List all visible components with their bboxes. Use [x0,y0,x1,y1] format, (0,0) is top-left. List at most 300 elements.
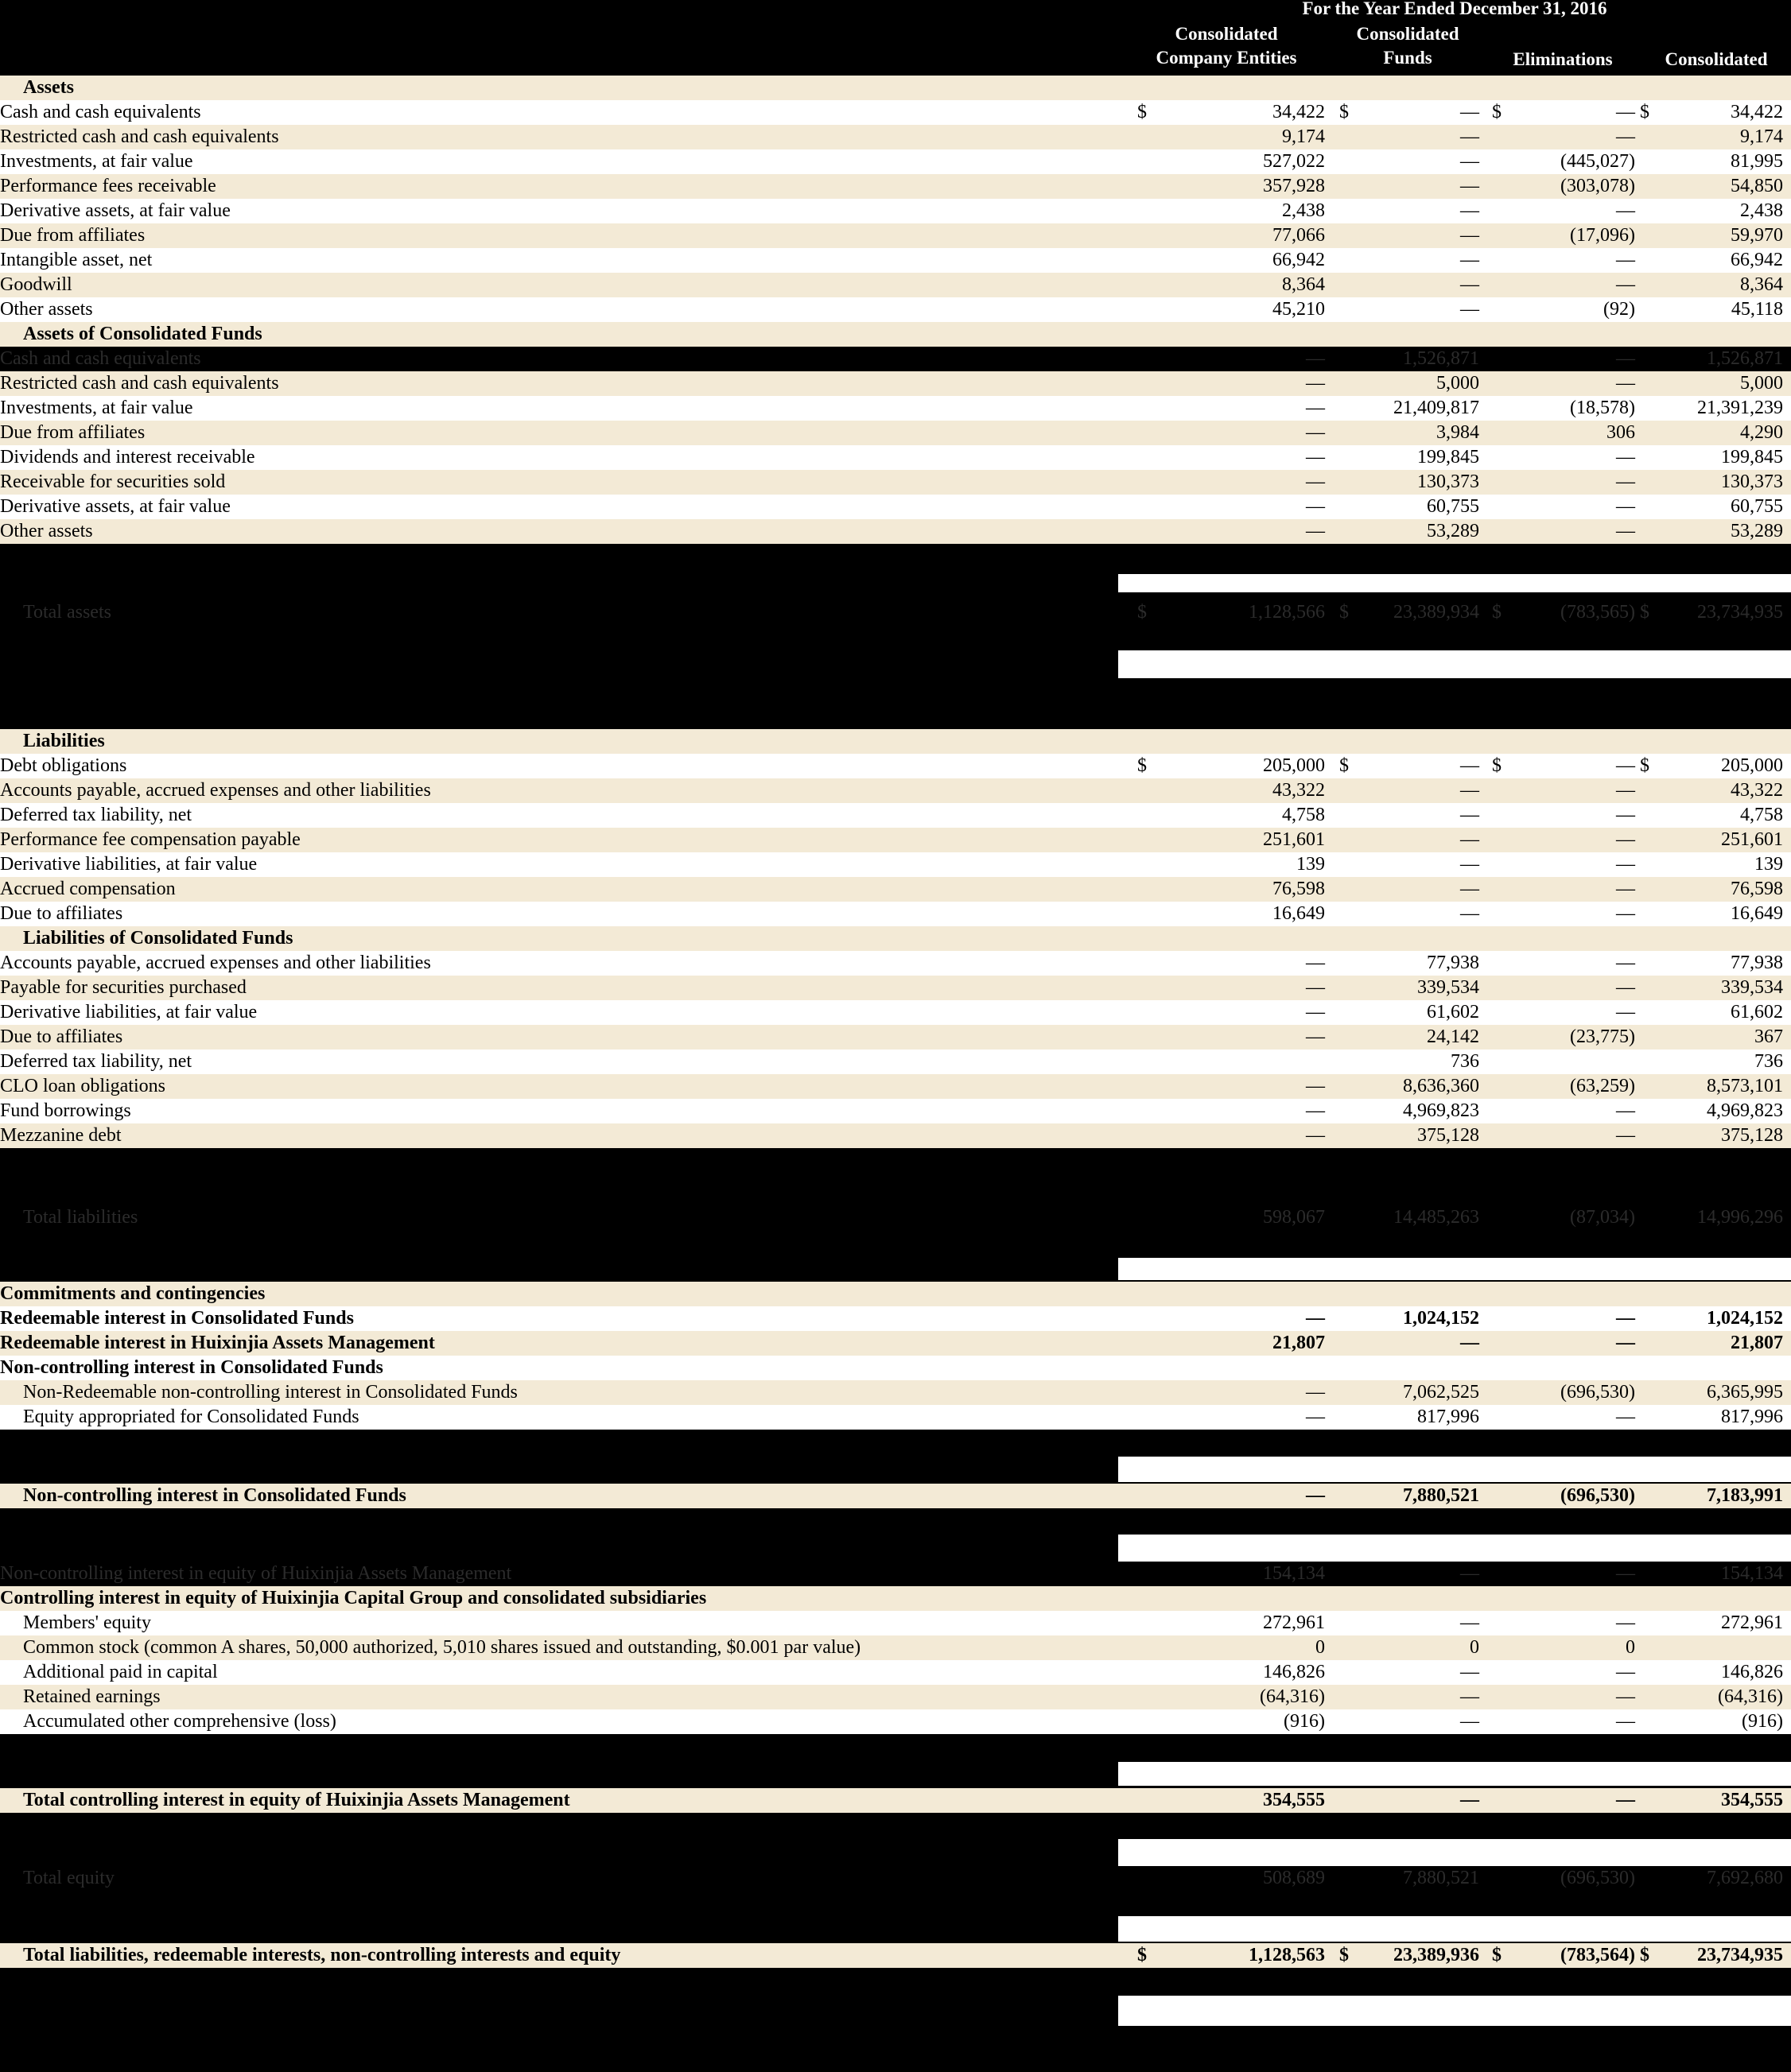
value-company: 598,067 [1263,1207,1325,1228]
value-company: — [1306,977,1325,998]
value-eliminations: — [1616,1407,1635,1427]
value-company: — [1306,348,1325,369]
table-row [0,495,1791,519]
value-eliminations: — [1616,977,1635,998]
value-company: 43,322 [1272,780,1325,801]
value-eliminations: — [1616,274,1635,295]
row-label: Deferred tax liability, net [0,805,192,825]
value-eliminations: — [1616,1662,1635,1682]
value-eliminations: — [1616,1711,1635,1732]
table-row [0,1074,1791,1099]
currency-symbol: $ [1137,102,1147,122]
value-consolidated: 61,602 [1731,1002,1783,1022]
value-funds: 60,755 [1427,496,1479,517]
table-row [0,223,1791,248]
value-company: 354,555 [1263,1790,1325,1810]
table-row [0,396,1791,421]
value-eliminations: (783,565) [1560,602,1635,623]
table-row [0,125,1791,149]
assets-title [0,76,1791,100]
table-row [0,754,1791,778]
row-label: Cash and cash equivalents [0,348,201,369]
value-consolidated: 34,422 [1731,102,1783,122]
value-consolidated: 60,755 [1731,496,1783,517]
table-row [0,1660,1791,1685]
value-funds: — [1460,829,1479,850]
value-funds: — [1460,1662,1479,1682]
value-funds: — [1460,1790,1479,1810]
table-row [0,1050,1791,1074]
value-company: 2,438 [1282,200,1325,221]
value-consolidated: 23,734,935 [1697,602,1783,623]
row-label: Due from affiliates [0,225,146,246]
row-label: Performance fees receivable [0,176,216,196]
currency-symbol: $ [1339,1945,1349,1965]
value-eliminations: — [1616,805,1635,825]
value-funds: — [1460,200,1479,221]
value-funds: 339,534 [1417,977,1479,998]
row-label: Dividends and interest receivable [0,447,255,468]
value-consolidated: 736 [1754,1051,1783,1072]
value-eliminations: — [1616,1100,1635,1121]
value-consolidated: 130,373 [1721,471,1783,492]
value-consolidated: 23,734,935 [1697,1945,1783,1965]
table-row [0,1123,1791,1148]
nci-total [0,1484,1791,1508]
commitments [0,1282,1791,1306]
row-label: Assets [23,77,74,98]
value-eliminations: (783,564) [1560,1945,1635,1965]
period-header: For the Year Ended December 31, 2016 [1302,0,1607,18]
table-row [0,951,1791,976]
table-row [0,1611,1791,1635]
value-consolidated: (916) [1742,1711,1783,1732]
table-row [0,803,1791,828]
value-eliminations: — [1616,496,1635,517]
separator-bar [1118,2015,1791,2026]
row-label: Redeemable interest in Consolidated Funds [0,1308,354,1329]
value-funds: 14,485,263 [1393,1207,1479,1228]
value-eliminations: — [1616,471,1635,492]
table-row [0,199,1791,223]
value-consolidated: 8,364 [1740,274,1783,295]
value-company: — [1306,1125,1325,1146]
value-eliminations: — [1616,1125,1635,1146]
table-row [0,1709,1791,1734]
table-row [0,297,1791,322]
value-funds: 7,062,525 [1403,1382,1479,1403]
col-header-company-l2: Company Entities [1156,48,1297,68]
row-label: Mezzanine debt [0,1125,122,1146]
row-label: Total controlling interest in equity of Huixinjia Assets Management [23,1790,570,1810]
row-label: Liabilities [23,731,105,751]
currency-symbol: $ [1339,755,1349,776]
value-eliminations [1495,1050,1635,1074]
value-funds: — [1460,854,1479,875]
value-company: 154,134 [1263,1563,1325,1584]
value-company: 9,174 [1282,126,1325,147]
table-row [0,852,1791,877]
row-label: Additional paid in capital [23,1662,218,1682]
value-company: — [1306,521,1325,541]
total-equity [0,1866,1791,1891]
value-consolidated: 43,322 [1731,780,1783,801]
row-label: Fund borrowings [0,1100,131,1121]
value-company: — [1306,373,1325,394]
value-funds: 7,880,521 [1403,1485,1479,1506]
table-row [0,1099,1791,1123]
currency-symbol: $ [1492,602,1502,623]
currency-symbol: $ [1137,602,1147,623]
row-label: CLO loan obligations [0,1076,165,1096]
total-liabilities [0,1205,1791,1230]
value-consolidated: 21,807 [1731,1333,1783,1353]
row-label: Non-controlling interest in equity of Huixinjia Assets Management [0,1563,512,1584]
value-consolidated: 59,970 [1731,225,1783,246]
table-row [0,149,1791,174]
value-eliminations: (303,078) [1560,176,1635,196]
col-header-consolidated: Consolidated [1665,49,1768,69]
currency-symbol: $ [1339,102,1349,122]
value-eliminations: (18,578) [1570,398,1635,418]
total-assets [0,600,1791,625]
value-eliminations: — [1616,250,1635,270]
table-row [0,248,1791,273]
value-funds: — [1460,176,1479,196]
value-company: 16,649 [1272,903,1325,924]
value-funds: 24,142 [1427,1026,1479,1047]
value-consolidated: 6,365,995 [1707,1382,1783,1403]
value-funds: 77,938 [1427,953,1479,973]
value-eliminations: — [1616,1308,1635,1329]
row-label: Receivable for securities sold [0,471,226,492]
table-row [0,174,1791,199]
value-consolidated: 354,555 [1721,1790,1783,1810]
row-label: Accrued compensation [0,879,176,899]
table-row [0,778,1791,803]
separator-bar [1118,1258,1791,1280]
value-company: 66,942 [1272,250,1325,270]
value-company: 1,128,563 [1249,1945,1325,1965]
value-eliminations: — [1616,348,1635,369]
row-label: Performance fee compensation payable [0,829,301,850]
value-consolidated: 76,598 [1731,879,1783,899]
liabilities-funds-title [0,926,1791,951]
row-label: Redeemable interest in Huixinjia Assets Management [0,1333,435,1353]
table-row [0,1000,1791,1025]
value-funds: — [1460,1333,1479,1353]
table-row [0,1380,1791,1405]
separator-bar [1118,650,1791,678]
value-consolidated: 146,826 [1721,1662,1783,1682]
row-label: Restricted cash and cash equivalents [0,373,279,394]
value-consolidated [1638,1635,1783,1660]
value-eliminations: — [1616,780,1635,801]
value-funds: — [1460,780,1479,801]
value-eliminations: — [1616,1563,1635,1584]
value-consolidated: 154,134 [1721,1563,1783,1584]
value-funds: 0 [1470,1637,1479,1658]
value-company: 8,364 [1282,274,1325,295]
value-eliminations: — [1616,102,1635,122]
value-eliminations: — [1616,903,1635,924]
row-label: Derivative assets, at fair value [0,496,231,517]
value-funds: — [1460,274,1479,295]
row-label: Due to affiliates [0,903,123,924]
currency-symbol: $ [1640,1945,1649,1965]
currency-symbol: $ [1492,1945,1502,1965]
col-header-company [1118,22,1335,70]
currency-symbol: $ [1137,755,1147,776]
value-consolidated: 139 [1754,854,1783,875]
value-company: 527,022 [1263,151,1325,172]
value-eliminations: 0 [1626,1637,1635,1658]
value-eliminations: — [1616,126,1635,147]
row-label: Derivative liabilities, at fair value [0,1002,258,1022]
value-consolidated: 66,942 [1731,250,1783,270]
value-consolidated: 9,174 [1740,126,1783,147]
value-funds: — [1460,225,1479,246]
value-funds: — [1460,102,1479,122]
value-consolidated: 7,183,991 [1707,1485,1783,1506]
row-label: Controlling interest in equity of Huixinjia Capital Group and consolidated subsidiaries [0,1588,707,1608]
value-company: — [1306,1485,1325,1506]
value-funds: 375,128 [1417,1125,1479,1146]
table-row [0,1685,1791,1709]
currency-symbol: $ [1492,102,1502,122]
value-consolidated: 16,649 [1731,903,1783,924]
separator-bar [1118,574,1791,592]
value-consolidated: 8,573,101 [1707,1076,1783,1096]
row-label: Equity appropriated for Consolidated Funds [23,1407,359,1427]
value-eliminations: (63,259) [1570,1076,1635,1096]
value-funds: 736 [1451,1051,1479,1072]
table-row [0,828,1791,852]
table-row [0,421,1791,445]
liabilities-title [0,729,1791,754]
row-label: Non-controlling interest in Consolidated Funds [23,1485,406,1506]
value-funds: — [1460,299,1479,320]
value-consolidated: (64,316) [1718,1686,1783,1707]
value-funds: 1,526,871 [1403,348,1479,369]
value-consolidated: 53,289 [1731,521,1783,541]
value-consolidated: 817,996 [1721,1407,1783,1427]
value-funds: 5,000 [1436,373,1479,394]
value-company: 272,961 [1263,1612,1325,1633]
value-company: — [1306,422,1325,443]
value-consolidated: 4,758 [1740,805,1783,825]
row-label: Accumulated other comprehensive (loss) [23,1711,336,1732]
value-consolidated: 367 [1754,1026,1783,1047]
value-consolidated: 199,845 [1721,447,1783,468]
value-eliminations: — [1616,1612,1635,1633]
value-company: 251,601 [1263,829,1325,850]
row-label: Accounts payable, accrued expenses and other liabilities [0,953,431,973]
col-header-funds [1336,22,1479,70]
row-label: Members' equity [23,1612,151,1633]
value-funds: — [1460,755,1479,776]
value-funds: — [1460,1711,1479,1732]
value-company: — [1306,471,1325,492]
value-consolidated: 339,534 [1721,977,1783,998]
value-funds: — [1460,126,1479,147]
separator-bar [1118,1457,1791,1482]
row-label: Non-Redeemable non-controlling interest in Consolidated Funds [23,1382,518,1403]
value-eliminations: 306 [1606,422,1635,443]
table-row [0,445,1791,470]
row-label: Total liabilities, redeemable interests, non-controlling interests and equity [23,1945,621,1965]
table-row [0,470,1791,495]
row-label: Commitments and contingencies [0,1283,266,1304]
col-header-funds-l2: Funds [1383,48,1432,68]
separator-bar [1118,1762,1791,1786]
value-funds: — [1460,151,1479,172]
value-funds: 53,289 [1427,521,1479,541]
row-label: Accounts payable, accrued expenses and other liabilities [0,780,431,801]
value-consolidated: 375,128 [1721,1125,1783,1146]
value-eliminations: — [1616,1790,1635,1810]
value-consolidated: 1,024,152 [1707,1308,1783,1329]
value-consolidated: 7,692,680 [1707,1868,1783,1888]
value-eliminations: — [1616,373,1635,394]
value-eliminations: — [1616,1002,1635,1022]
value-company: — [1306,1407,1325,1427]
table-row [0,100,1791,125]
row-label: Non-controlling interest in Consolidated Funds [0,1357,383,1378]
table-row [0,371,1791,396]
value-eliminations: (445,027) [1560,151,1635,172]
value-company: — [1306,1002,1325,1022]
row-label: Derivative liabilities, at fair value [0,854,258,875]
value-company: 45,210 [1272,299,1325,320]
value-funds: — [1460,879,1479,899]
table-row [0,519,1791,544]
value-funds: 1,024,152 [1403,1308,1479,1329]
value-company: — [1306,496,1325,517]
value-company: 4,758 [1282,805,1325,825]
grand-total [0,1943,1791,1968]
separator-bar [1118,1535,1791,1562]
controlling-total [0,1788,1791,1813]
value-eliminations: (23,775) [1570,1026,1635,1047]
value-company [1074,1050,1325,1074]
value-company: 21,807 [1272,1333,1325,1353]
value-funds: — [1460,1563,1479,1584]
value-eliminations: (696,530) [1560,1382,1635,1403]
value-company: — [1306,1026,1325,1047]
value-funds: 23,389,934 [1393,602,1479,623]
value-company: 0 [1315,1637,1325,1658]
value-consolidated: 1,526,871 [1707,348,1783,369]
value-consolidated: 205,000 [1721,755,1783,776]
row-label: Investments, at fair value [0,398,193,418]
row-label: Assets of Consolidated Funds [23,324,262,344]
value-funds: 61,602 [1427,1002,1479,1022]
table-row [0,1025,1791,1050]
value-company: — [1306,1308,1325,1329]
value-company: 1,128,566 [1249,602,1325,623]
row-label: Debt obligations [0,755,127,776]
value-funds: 199,845 [1417,447,1479,468]
value-funds: — [1460,1612,1479,1633]
value-eliminations: — [1616,521,1635,541]
value-company: 139 [1296,854,1325,875]
value-eliminations: — [1616,829,1635,850]
value-company: — [1306,398,1325,418]
row-label: Liabilities of Consolidated Funds [23,928,293,949]
table-row [0,1562,1791,1586]
value-consolidated: 251,601 [1721,829,1783,850]
value-consolidated: 5,000 [1740,373,1783,394]
row-label: Intangible asset, net [0,250,153,270]
value-eliminations: (696,530) [1560,1868,1635,1888]
value-eliminations: — [1616,953,1635,973]
value-eliminations: — [1616,755,1635,776]
row-label: Total assets [23,602,111,623]
currency-symbol: $ [1137,1945,1147,1965]
row-label: Payable for securities purchased [0,977,247,998]
value-company: — [1306,953,1325,973]
row-label: Due to affiliates [0,1026,123,1047]
value-consolidated: 272,961 [1721,1612,1783,1633]
row-label: Investments, at fair value [0,151,193,172]
value-company: — [1306,1382,1325,1403]
separator-bar [1118,1916,1791,1942]
value-eliminations: — [1616,854,1635,875]
currency-symbol: $ [1640,602,1649,623]
value-funds: — [1460,250,1479,270]
value-funds: 4,969,823 [1403,1100,1479,1121]
value-consolidated: 77,938 [1731,953,1783,973]
value-company: (916) [1284,1711,1325,1732]
row-label: Total equity [23,1868,115,1888]
value-funds: 817,996 [1417,1407,1479,1427]
value-company: (64,316) [1260,1686,1325,1707]
col-header-eliminations: Eliminations [1513,49,1613,69]
controlling-title [0,1586,1791,1611]
value-company: 508,689 [1263,1868,1325,1888]
value-eliminations: — [1616,1333,1635,1353]
value-consolidated: 14,996,296 [1697,1207,1783,1228]
value-consolidated: 2,438 [1740,200,1783,221]
value-funds: — [1460,805,1479,825]
value-company: 146,826 [1263,1662,1325,1682]
value-company: 357,928 [1263,176,1325,196]
table-row [0,273,1791,297]
col-header-funds-l1: Consolidated [1356,24,1459,44]
value-eliminations: — [1616,879,1635,899]
value-funds: 3,984 [1436,422,1479,443]
table-row [0,1635,1791,1660]
value-eliminations: — [1616,200,1635,221]
value-eliminations: (87,034) [1570,1207,1635,1228]
table-row [0,347,1791,371]
value-company: 76,598 [1272,879,1325,899]
value-consolidated: 81,995 [1731,151,1783,172]
value-funds: — [1460,1686,1479,1707]
assets-funds-title [0,322,1791,347]
value-consolidated: 21,391,239 [1697,398,1783,418]
separator-bar [1118,1839,1791,1866]
row-label: Other assets [0,521,93,541]
value-eliminations: (92) [1603,299,1635,320]
nci-title [0,1356,1791,1380]
value-eliminations: — [1616,447,1635,468]
currency-symbol: $ [1339,602,1349,623]
currency-symbol: $ [1492,755,1502,776]
row-label: Cash and cash equivalents [0,102,201,122]
value-consolidated: 54,850 [1731,176,1783,196]
